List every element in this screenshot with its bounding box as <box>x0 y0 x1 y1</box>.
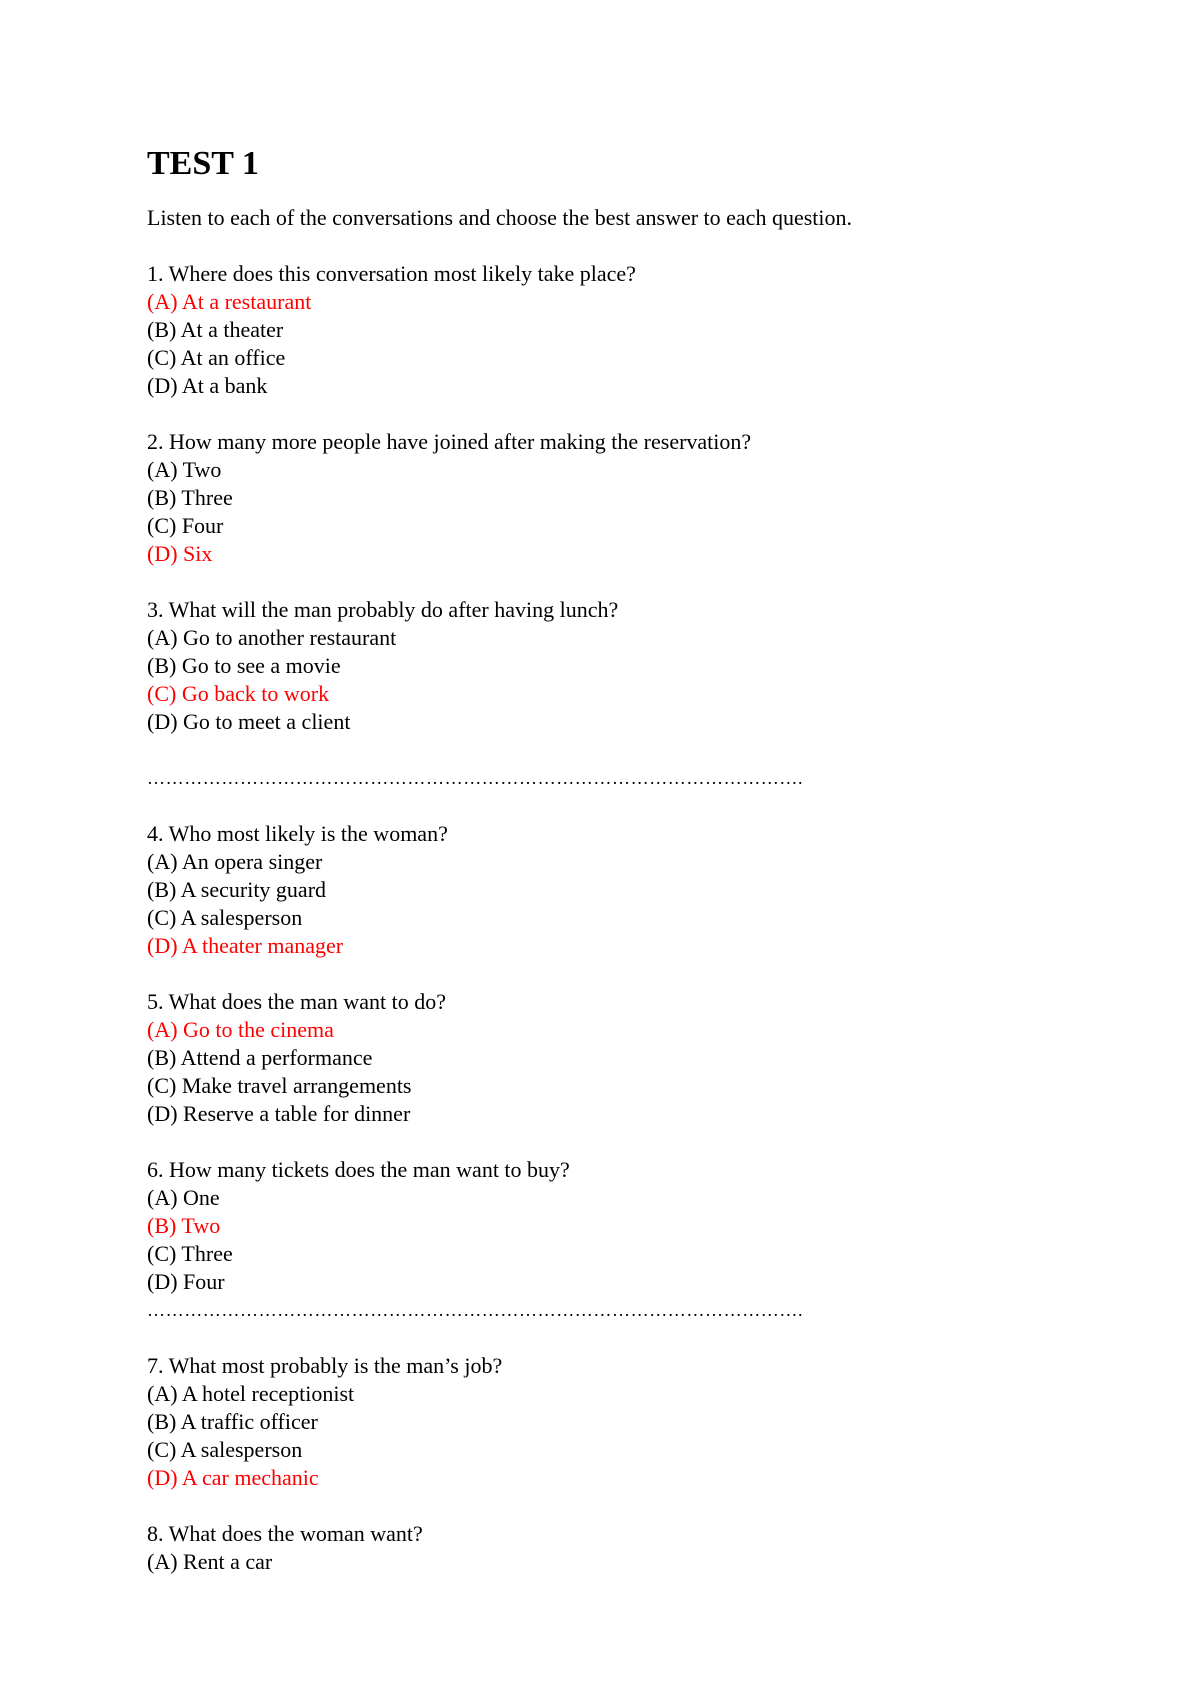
option-c: (C) Make travel arrangements <box>147 1073 412 1098</box>
option-d-correct-answer: (D) Six <box>147 541 213 566</box>
question-6 <box>147 1156 1067 1296</box>
question-text: 4. Who most likely is the woman? <box>147 821 448 846</box>
option-d: (D) Four <box>147 1269 225 1294</box>
option-d: (D) At a bank <box>147 373 268 398</box>
option-d: (D) Go to meet a client <box>147 709 351 734</box>
option-c: (C) Four <box>147 513 224 538</box>
question-text: 6. How many tickets does the man want to buy? <box>147 1157 570 1182</box>
question-2 <box>147 428 1067 568</box>
question-3 <box>147 596 1067 736</box>
question-text: 2. How many more people have joined after making the reservation? <box>147 429 752 454</box>
question-text: 5. What does the man want to do? <box>147 989 446 1014</box>
question-4 <box>147 820 1067 960</box>
option-a: (A) Two <box>147 457 222 482</box>
option-b: (B) Go to see a movie <box>147 653 341 678</box>
option-a-correct-answer: (A) Go to the cinema <box>147 1017 334 1042</box>
option-d: (D) Reserve a table for dinner <box>147 1101 411 1126</box>
option-a: (A) An opera singer <box>147 849 323 874</box>
option-b-correct-answer: (B) Two <box>147 1213 221 1238</box>
section-separator: ……………………………………………………………………………………………. <box>147 768 804 788</box>
instructions: Listen to each of the conversations and choose the best answer to each question. <box>147 205 852 230</box>
option-b: (B) A security guard <box>147 877 327 902</box>
option-b: (B) Attend a performance <box>147 1045 373 1070</box>
question-8 <box>147 1520 1067 1576</box>
option-c: (C) Three <box>147 1241 233 1266</box>
section-separator: ……………………………………………………………………………………………. <box>147 1300 804 1320</box>
option-a: (A) Go to another restaurant <box>147 625 397 650</box>
question-1 <box>147 260 1067 400</box>
option-b: (B) At a theater <box>147 317 284 342</box>
option-d-correct-answer: (D) A car mechanic <box>147 1465 319 1490</box>
question-text: 3. What will the man probably do after having lunch? <box>147 597 619 622</box>
question-text: 1. Where does this conversation most likely take place? <box>147 261 636 286</box>
option-a: (A) A hotel receptionist <box>147 1381 355 1406</box>
question-text: 7. What most probably is the man’s job? <box>147 1353 503 1378</box>
option-d-correct-answer: (D) A theater manager <box>147 933 344 958</box>
question-7 <box>147 1352 1067 1492</box>
page-title: TEST 1 <box>147 145 259 182</box>
option-b: (B) Three <box>147 485 233 510</box>
option-a: (A) Rent a car <box>147 1549 273 1574</box>
option-c-correct-answer: (C) Go back to work <box>147 681 330 706</box>
option-c: (C) A salesperson <box>147 1437 303 1462</box>
question-5 <box>147 988 1067 1128</box>
option-c: (C) A salesperson <box>147 905 303 930</box>
question-text: 8. What does the woman want? <box>147 1521 423 1546</box>
document-page <box>147 136 1067 1576</box>
option-a: (A) One <box>147 1185 220 1210</box>
option-c: (C) At an office <box>147 345 286 370</box>
option-a-correct-answer: (A) At a restaurant <box>147 289 312 314</box>
option-b: (B) A traffic officer <box>147 1409 318 1434</box>
